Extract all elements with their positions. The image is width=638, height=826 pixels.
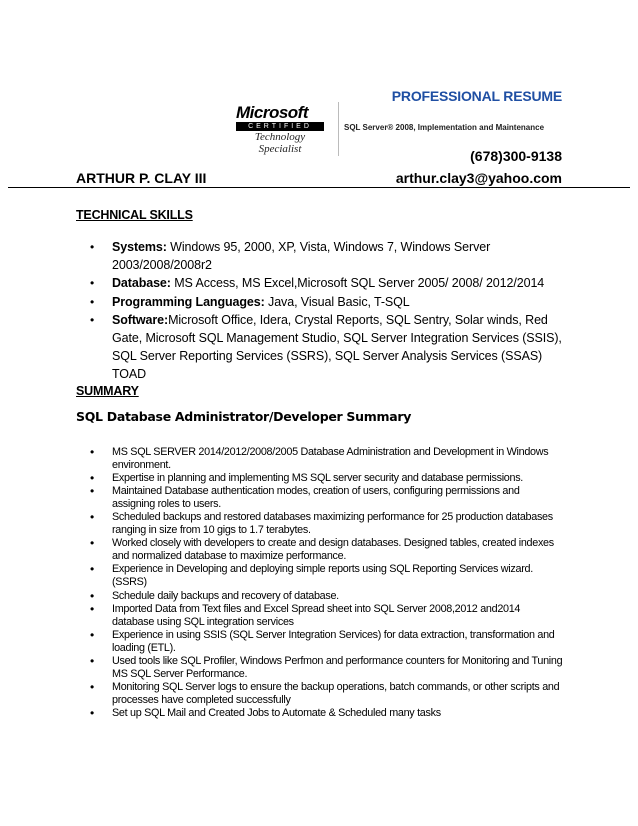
list-item [88,311,564,384]
list-item: • Maintained Database authentication modes, creation of users, configuring permissions and assigning roles to users. [88,485,564,511]
logo-line-1: Technology [254,131,306,143]
logo-line-2: Specialist [258,143,302,155]
skill-text: Windows 95, 2000, XP, Vista, Windows 7, Windows Server 2003/2008/2008r2 [112,240,491,273]
list-item: • Set up SQL Mail and Created Jobs to Automate & Scheduled many tasks [88,707,564,720]
header-divider [8,187,630,188]
technical-skills-list [88,238,564,384]
technical-skills-heading: TECHNICAL SKILLS [76,208,193,222]
list-item: • Worked closely with developers to create and design databases. Designed tables, created indexes and normalized database to maximize performance. [88,537,564,563]
summary-list [88,446,564,720]
list-item: • Used tools like SQL Profiler, Windows Perfmon and performance counters for Monitoring and Tuning MS SQL Server Performance. [88,655,564,681]
list-item [88,274,564,292]
certification-title: SQL Server® 2008, Implementation and Maintenance [344,123,545,132]
phone-number: (678)300-9138 [470,148,562,164]
summary-heading: SUMMARY [76,384,139,398]
document-title: PROFESSIONAL RESUME [391,88,562,104]
skill-label: Programming Languages: [112,294,265,309]
skill-text: MS Access, MS Excel,Microsoft SQL Server 2005/ 2008/ 2012/2014 [170,276,545,291]
list-item: • Scheduled backups and restored databases maximizing performance for 25 production databases ranging in size from 10 gigs to 1.7 terabytes. [88,511,564,537]
skill-label: Database: [112,276,171,291]
logo-brand: Microsoft [236,103,308,122]
list-item: • Experience in using SSIS (SQL Server Integration Services) for data extraction, transformation and loading (ETL). [88,629,564,655]
list-item: • Imported Data from Text files and Excel Spread sheet into SQL Server 2008,2012 and2014 database using SQL integration services [88,603,564,629]
skill-label: Software: [112,312,169,327]
skill-text: Microsoft Office, Idera, Crystal Reports, SQL Sentry, Solar winds, Red Gate, Microsoft SQL Management Studio, SQL Server Integration Services (SSIS), SQL Server Reporting Services (SSRS), SQL Server Analysis Services (SSAS) TOAD [112,312,562,382]
list-item [88,293,564,311]
list-item: • Monitoring SQL Server logs to ensure the backup operations, batch commands, or other scripts and processes have completed successfully [88,681,564,707]
list-item: • Schedule daily backups and recovery of database. [88,590,564,603]
list-item: • Expertise in planning and implementing MS SQL server security and database permissions. [88,472,564,485]
skill-text: Java, Visual Basic, T-SQL [264,294,410,309]
microsoft-certified-logo [236,104,330,156]
logo-certified-band: CERTIFIED [236,122,324,131]
list-item: • MS SQL SERVER 2014/2012/2008/2005 Database Administration and Development in Windows environment. [88,446,564,472]
candidate-name: ARTHUR P. CLAY III [76,170,207,186]
list-item: • Experience in Developing and deploying simple reports using SQL Reporting Services wizard. (SSRS) [88,563,564,589]
list-item [88,238,564,274]
logo-divider [338,102,339,156]
skill-label: Systems: [112,240,167,254]
summary-subheading: SQL Database Administrator/Developer Summary [76,409,412,424]
email-address: arthur.clay3@yahoo.com [395,170,562,186]
